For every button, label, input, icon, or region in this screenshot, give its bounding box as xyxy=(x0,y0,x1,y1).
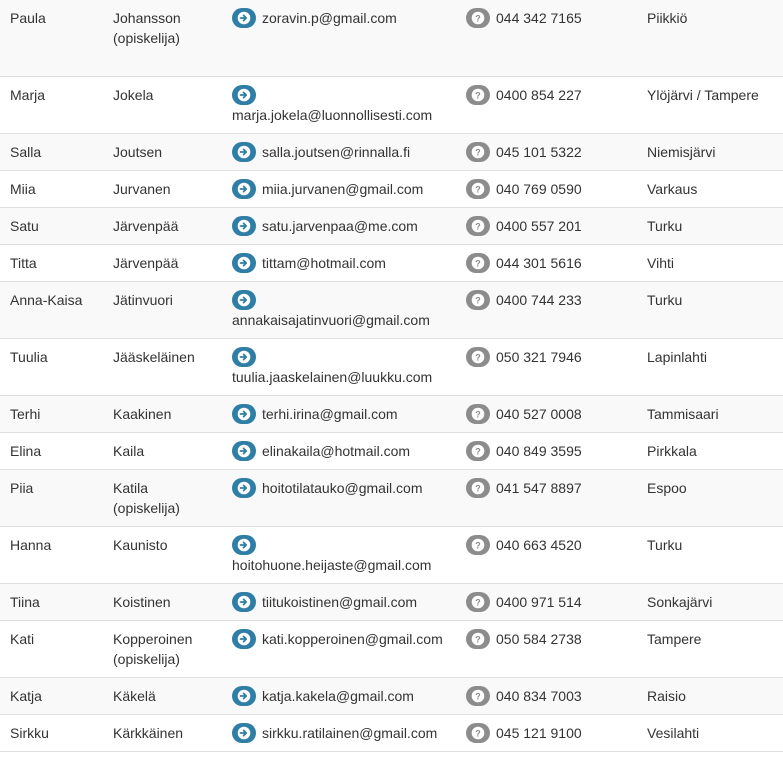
first-name-cell xyxy=(0,244,103,281)
phone-cell xyxy=(460,0,637,76)
city: Lapinlahti xyxy=(647,348,707,365)
first-name: Elina xyxy=(10,442,42,459)
email-link[interactable]: tuulia.jaaskelainen@luukku.com xyxy=(232,368,433,385)
question-circle-icon[interactable] xyxy=(466,216,490,236)
first-name-cell xyxy=(0,207,103,244)
email-cell xyxy=(226,677,460,714)
svg-text:?: ? xyxy=(475,13,481,24)
table-row xyxy=(0,76,783,133)
phone-number: 040 527 0008 xyxy=(496,405,582,422)
table-row xyxy=(0,170,783,207)
email-link[interactable]: kati.kopperoinen@gmail.com xyxy=(262,630,443,647)
table-bottom-border xyxy=(0,751,783,754)
last-name: Kaila xyxy=(113,442,145,459)
phone-cell xyxy=(460,677,637,714)
city-cell xyxy=(637,583,783,620)
arrow-right-circle-icon[interactable] xyxy=(232,85,256,105)
first-name-cell xyxy=(0,76,103,133)
email-cell xyxy=(226,469,460,526)
table-row xyxy=(0,133,783,170)
question-circle-icon[interactable] xyxy=(466,441,490,461)
phone-number: 041 547 8897 xyxy=(496,479,582,496)
arrow-right-circle-icon[interactable] xyxy=(232,404,256,424)
phone-cell xyxy=(460,395,637,432)
email-cell xyxy=(226,76,460,133)
first-name: Tiina xyxy=(10,593,40,610)
table-row xyxy=(0,338,783,395)
table-row xyxy=(0,244,783,281)
arrow-right-circle-icon[interactable] xyxy=(232,8,256,28)
email-link[interactable]: tittam@hotmail.com xyxy=(262,254,386,271)
first-name-cell xyxy=(0,526,103,583)
city-cell xyxy=(637,395,783,432)
last-name: Katila (opiskelija) xyxy=(113,479,180,516)
last-name-cell xyxy=(103,395,226,432)
table-row xyxy=(0,714,783,751)
email-link[interactable]: zoravin.p@gmail.com xyxy=(262,10,397,26)
table-row xyxy=(0,620,783,677)
arrow-right-circle-icon[interactable] xyxy=(232,723,256,743)
email-cell xyxy=(226,281,460,338)
question-circle-icon[interactable] xyxy=(466,85,490,105)
question-circle-icon[interactable] xyxy=(466,8,490,28)
phone-cell xyxy=(460,207,637,244)
email-cell xyxy=(226,338,460,395)
phone-cell xyxy=(460,583,637,620)
city: Pirkkala xyxy=(647,442,697,459)
question-circle-icon[interactable] xyxy=(466,686,490,706)
svg-text:?: ? xyxy=(475,89,481,100)
city-cell xyxy=(637,207,783,244)
first-name: Marja xyxy=(10,86,46,103)
phone-number: 0400 744 233 xyxy=(496,291,582,308)
email-cell xyxy=(226,0,460,76)
svg-text:?: ? xyxy=(475,633,481,644)
email-link[interactable]: salla.joutsen@rinnalla.fi xyxy=(262,143,411,160)
svg-text:?: ? xyxy=(475,294,481,305)
city: Espoo xyxy=(647,479,687,496)
phone-number: 040 769 0590 xyxy=(496,180,582,197)
email-link[interactable]: annakaisajatinvuori@gmail.com xyxy=(232,311,430,328)
email-cell xyxy=(226,583,460,620)
table-row xyxy=(0,432,783,469)
email-link[interactable]: sirkku.ratilainen@gmail.com xyxy=(262,724,438,741)
last-name: Jurvanen xyxy=(113,180,171,197)
last-name-cell xyxy=(103,207,226,244)
last-name: Johansson (opiskelija) xyxy=(113,10,181,46)
first-name-cell xyxy=(0,281,103,338)
last-name-cell xyxy=(103,677,226,714)
email-link[interactable]: hoitotilatauko@gmail.com xyxy=(262,479,423,496)
city: Turku xyxy=(647,291,683,308)
svg-text:?: ? xyxy=(475,727,481,738)
city-cell xyxy=(637,526,783,583)
question-circle-icon[interactable] xyxy=(466,253,490,273)
last-name: Järvenpää xyxy=(113,254,179,271)
email-link[interactable]: hoitohuone.heijaste@gmail.com xyxy=(232,556,432,573)
last-name-cell xyxy=(103,76,226,133)
email-link[interactable]: tiitukoistinen@gmail.com xyxy=(262,593,418,610)
phone-cell xyxy=(460,170,637,207)
city-cell xyxy=(637,677,783,714)
email-link[interactable]: katja.kakela@gmail.com xyxy=(262,687,414,704)
email-link[interactable]: miia.jurvanen@gmail.com xyxy=(262,180,424,197)
city: Tammisaari xyxy=(647,405,719,422)
phone-cell xyxy=(460,714,637,751)
city-cell xyxy=(637,76,783,133)
email-cell xyxy=(226,244,460,281)
city-cell xyxy=(637,244,783,281)
question-circle-icon[interactable] xyxy=(466,347,490,367)
arrow-right-circle-icon[interactable] xyxy=(232,253,256,273)
phone-cell xyxy=(460,526,637,583)
email-cell xyxy=(226,620,460,677)
city: Vihti xyxy=(647,254,674,271)
arrow-right-circle-icon[interactable] xyxy=(232,441,256,461)
table-row xyxy=(0,526,783,583)
arrow-right-circle-icon[interactable] xyxy=(232,629,256,649)
phone-number: 040 849 3595 xyxy=(496,442,582,459)
city-cell xyxy=(637,432,783,469)
city: Ylöjärvi / Tampere xyxy=(647,86,759,103)
phone-number: 040 663 4520 xyxy=(496,536,582,553)
phone-cell xyxy=(460,469,637,526)
last-name-cell xyxy=(103,583,226,620)
email-cell xyxy=(226,526,460,583)
question-circle-icon[interactable] xyxy=(466,478,490,498)
first-name-cell xyxy=(0,469,103,526)
last-name: Kopperoinen (opiskelija) xyxy=(113,630,193,667)
arrow-right-circle-icon[interactable] xyxy=(232,478,256,498)
email-link[interactable]: marja.jokela@luonnollisesti.com xyxy=(232,106,433,123)
email-link[interactable]: satu.jarvenpaa@me.com xyxy=(262,217,418,234)
first-name-cell xyxy=(0,170,103,207)
city-cell xyxy=(637,469,783,526)
first-name-cell xyxy=(0,714,103,751)
svg-text:?: ? xyxy=(475,690,481,701)
phone-number: 0400 971 514 xyxy=(496,593,582,610)
last-name: Joutsen xyxy=(113,143,163,160)
arrow-right-circle-icon[interactable] xyxy=(232,216,256,236)
last-name-cell xyxy=(103,714,226,751)
svg-text:?: ? xyxy=(475,445,481,456)
first-name: Piia xyxy=(10,479,34,496)
first-name-cell xyxy=(0,395,103,432)
table-row xyxy=(0,395,783,432)
first-name: Tuulia xyxy=(10,348,48,365)
arrow-right-circle-icon[interactable] xyxy=(232,347,256,367)
table-row xyxy=(0,0,783,76)
svg-text:?: ? xyxy=(475,482,481,493)
email-cell xyxy=(226,432,460,469)
last-name-cell xyxy=(103,244,226,281)
first-name: Sirkku xyxy=(10,724,49,741)
email-cell xyxy=(226,170,460,207)
question-circle-icon[interactable] xyxy=(466,592,490,612)
email-cell xyxy=(226,133,460,170)
phone-cell xyxy=(460,338,637,395)
last-name-cell xyxy=(103,133,226,170)
svg-text:?: ? xyxy=(475,408,481,419)
question-circle-icon[interactable] xyxy=(466,535,490,555)
email-cell xyxy=(226,714,460,751)
phone-number: 044 301 5616 xyxy=(496,254,582,271)
first-name-cell xyxy=(0,432,103,469)
city: Piikkiö xyxy=(647,10,688,26)
last-name: Järvenpää xyxy=(113,217,179,234)
phone-number: 040 834 7003 xyxy=(496,687,582,704)
city: Turku xyxy=(647,536,683,553)
phone-cell xyxy=(460,432,637,469)
email-cell xyxy=(226,207,460,244)
last-name-cell xyxy=(103,0,226,76)
svg-text:?: ? xyxy=(475,146,481,157)
table-bottom-border-cell xyxy=(0,751,783,754)
table-row xyxy=(0,583,783,620)
phone-number: 050 584 2738 xyxy=(496,630,582,647)
phone-cell xyxy=(460,281,637,338)
first-name-cell xyxy=(0,338,103,395)
phone-number: 045 121 9100 xyxy=(496,724,582,741)
last-name-cell xyxy=(103,281,226,338)
svg-text:?: ? xyxy=(475,539,481,550)
table-row xyxy=(0,677,783,714)
first-name: Katja xyxy=(10,687,42,704)
first-name-cell xyxy=(0,583,103,620)
last-name: Koistinen xyxy=(113,593,171,610)
phone-cell xyxy=(460,133,637,170)
arrow-right-circle-icon[interactable] xyxy=(232,142,256,162)
svg-text:?: ? xyxy=(475,596,481,607)
last-name-cell xyxy=(103,432,226,469)
last-name: Jokela xyxy=(113,86,154,103)
city: Raisio xyxy=(647,687,686,704)
last-name-cell xyxy=(103,338,226,395)
question-circle-icon[interactable] xyxy=(466,629,490,649)
last-name-cell xyxy=(103,170,226,207)
first-name: Paula xyxy=(10,10,46,26)
last-name: Jääskeläinen xyxy=(113,348,195,365)
table-row xyxy=(0,281,783,338)
question-circle-icon[interactable] xyxy=(466,179,490,199)
phone-cell xyxy=(460,244,637,281)
svg-text:?: ? xyxy=(475,183,481,194)
email-link[interactable]: elinakaila@hotmail.com xyxy=(262,442,411,459)
phone-number: 050 321 7946 xyxy=(496,348,582,365)
phone-number: 0400 854 227 xyxy=(496,86,582,103)
phone-number: 0400 557 201 xyxy=(496,217,582,234)
first-name: Kati xyxy=(10,630,35,647)
phone-number: 045 101 5322 xyxy=(496,143,582,160)
city-cell xyxy=(637,170,783,207)
svg-text:?: ? xyxy=(475,257,481,268)
first-name: Hanna xyxy=(10,536,52,553)
last-name: Käkelä xyxy=(113,687,156,704)
first-name-cell xyxy=(0,620,103,677)
arrow-right-circle-icon[interactable] xyxy=(232,290,256,310)
arrow-right-circle-icon[interactable] xyxy=(232,686,256,706)
phone-cell xyxy=(460,620,637,677)
svg-text:?: ? xyxy=(475,220,481,231)
arrow-right-circle-icon[interactable] xyxy=(232,535,256,555)
city-cell xyxy=(637,133,783,170)
first-name: Titta xyxy=(10,254,37,271)
city: Sonkajärvi xyxy=(647,593,713,610)
city: Turku xyxy=(647,217,683,234)
last-name-cell xyxy=(103,620,226,677)
question-circle-icon[interactable] xyxy=(466,404,490,424)
city-cell xyxy=(637,0,783,76)
last-name-cell xyxy=(103,526,226,583)
arrow-right-circle-icon[interactable] xyxy=(232,592,256,612)
last-name: Kärkkäinen xyxy=(113,724,184,741)
first-name: Terhi xyxy=(10,405,41,422)
svg-text:?: ? xyxy=(475,351,481,362)
city: Vesilahti xyxy=(647,724,700,741)
city-cell xyxy=(637,338,783,395)
last-name-cell xyxy=(103,469,226,526)
table-row xyxy=(0,207,783,244)
first-name-cell xyxy=(0,677,103,714)
table-row xyxy=(0,469,783,526)
email-cell xyxy=(226,395,460,432)
first-name-cell xyxy=(0,0,103,76)
first-name: Satu xyxy=(10,217,39,234)
question-circle-icon[interactable] xyxy=(466,723,490,743)
city-cell xyxy=(637,620,783,677)
phone-number: 044 342 7165 xyxy=(496,10,582,26)
city: Tampere xyxy=(647,630,702,647)
city: Niemisjärvi xyxy=(647,143,716,160)
last-name: Jätinvuori xyxy=(113,291,173,308)
question-circle-icon[interactable] xyxy=(466,290,490,310)
last-name: Kaunisto xyxy=(113,536,168,553)
city: Varkaus xyxy=(647,180,698,197)
city-cell xyxy=(637,714,783,751)
first-name: Anna-Kaisa xyxy=(10,291,83,308)
first-name: Salla xyxy=(10,143,42,160)
first-name-cell xyxy=(0,133,103,170)
last-name: Kaakinen xyxy=(113,405,172,422)
arrow-right-circle-icon[interactable] xyxy=(232,179,256,199)
city-cell xyxy=(637,281,783,338)
phone-cell xyxy=(460,76,637,133)
email-link[interactable]: terhi.irina@gmail.com xyxy=(262,405,398,422)
question-circle-icon[interactable] xyxy=(466,142,490,162)
first-name: Miia xyxy=(10,180,36,197)
